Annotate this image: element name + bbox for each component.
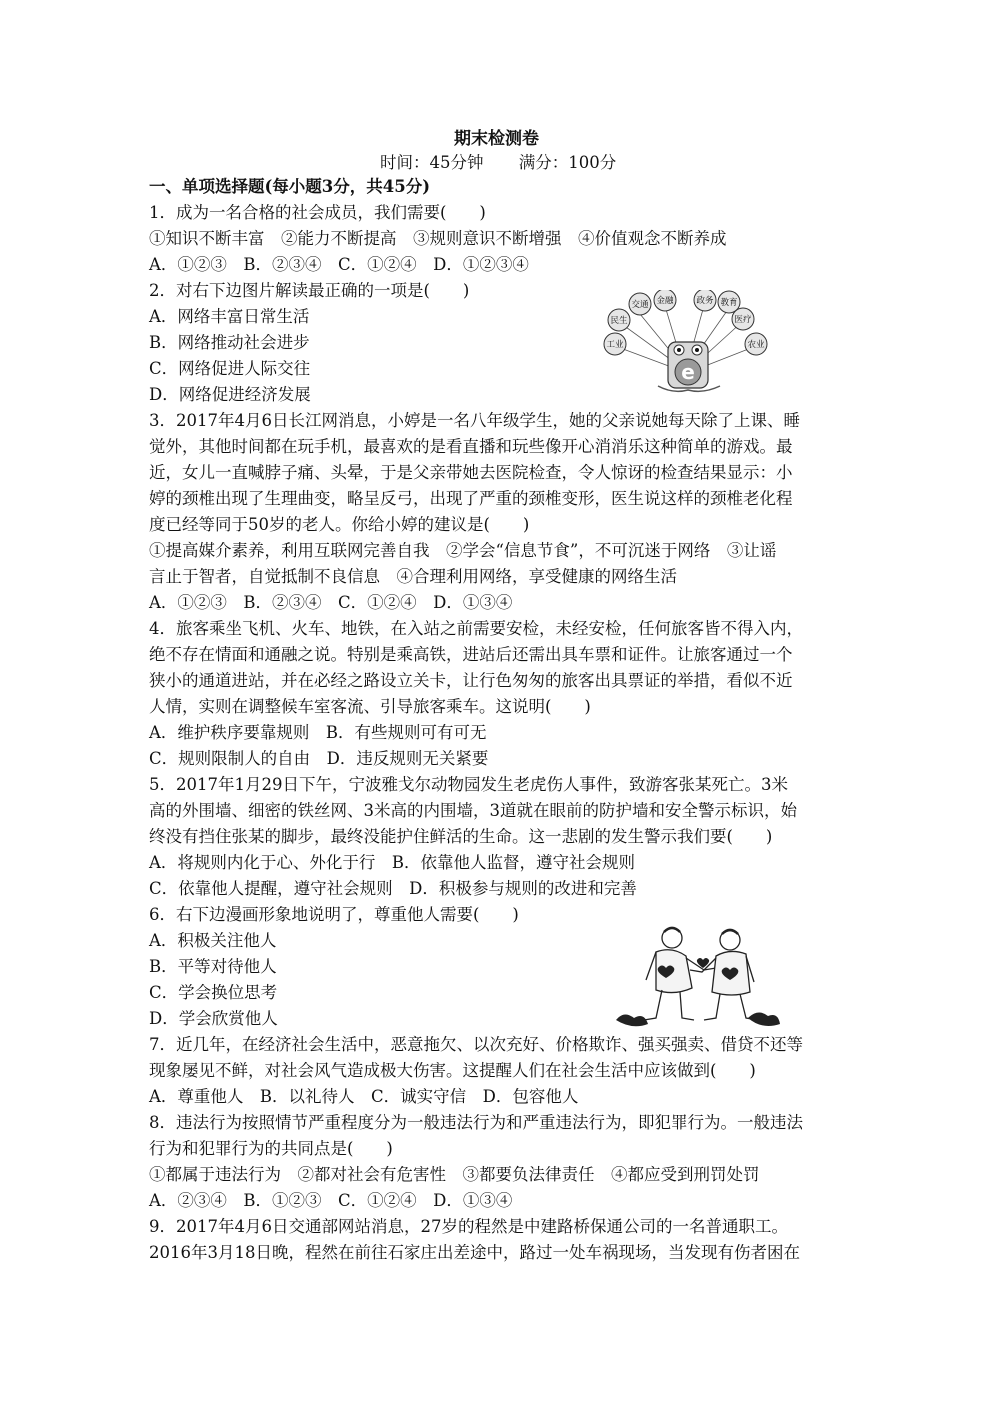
q3-options-2: 言止于智者，自觉抵制不良信息 ④合理利用网络，享受健康的网络生活	[149, 567, 677, 586]
q8-answers: A．②③④ B．①②③ C．①②④ D．①③④	[149, 1191, 513, 1210]
q7-line-2: 现象屡见不鲜，对社会风气造成极大伤害。这提醒人们在社会生活中应该做到( )	[149, 1061, 756, 1080]
q4-line-1: 4．旅客乘坐飞机、火车、地铁，在入站之前需要安检，未经安检，任何旅客皆不得入内，	[149, 619, 803, 638]
q4-choices-cd: C．规则限制人的自由 D．违反规则无关紧要	[149, 749, 489, 768]
internet-balloons-figure	[598, 290, 778, 396]
page-title: 期末检测卷	[454, 129, 539, 149]
balloon-label: 医疗	[734, 315, 752, 325]
q4-choices-ab: A．维护秩序要靠规则 B．有些规则可有可无	[149, 723, 487, 742]
balloon-label: 民生	[610, 316, 628, 326]
balloon-label: 政务	[696, 296, 714, 306]
q3-line-3: 近，女儿一直喊脖子痛、头晕，于是父亲带她去医院检查，令人惊讶的检查结果显示：小	[149, 463, 793, 482]
q8-options: ①都属于违法行为 ②都对社会有危害性 ③都要负法律责任 ④都应受到刑罚处罚	[149, 1165, 760, 1184]
q5-line-3: 终没有挡住张某的脚步，最终没能护住鲜活的生命。这一悲剧的发生警示我们要( )	[149, 827, 773, 846]
q2-choice-c: C．网络促进人际交往	[149, 359, 311, 378]
q3-line-2: 觉外，其他时间都在玩手机，最喜欢的是看直播和玩些像开心消消乐这种简单的游戏。最	[149, 437, 793, 456]
e-mascot	[658, 342, 720, 391]
q2-choice-a: A．网络丰富日常生活	[149, 307, 310, 326]
balloon-label: 交通	[631, 300, 649, 310]
q7-line-1: 7．近几年，在经济社会生活中，恶意拖欠、以次充好、价格欺诈、强买强卖、借贷不还等	[149, 1035, 803, 1054]
q2-choice-b: B．网络推动社会进步	[149, 333, 310, 352]
q5-choices-ab: A．将规则内化于心、外化于行 B．依靠他人监督，遵守社会规则	[149, 853, 636, 872]
full-score: 满分：100分	[518, 153, 617, 172]
exam-meta	[380, 149, 646, 173]
q4-line-3: 狭小的通道进站，并在必经之路设立关卡，让行色匆匆的旅客出具票证的举措，看似不近	[149, 671, 793, 690]
q3-line-1: 3．2017年4月6日长江网消息，小婷是一名八年级学生，她的父亲说她每天除了上课、睡	[149, 411, 800, 430]
q9-line-2: 2016年3月18日晚，程然在前往石家庄出差途中，路过一处车祸现场，当发现有伤者困在	[149, 1243, 800, 1262]
q3-answers: A．①②③ B．②③④ C．①②④ D．①③④	[149, 593, 513, 612]
q6-choice-c: C．学会换位思考	[149, 983, 278, 1002]
balloon-label: 工业	[606, 340, 624, 350]
q4-line-4: 人情，实则在调整候车室客流、引导旅客乘车。这说明( )	[149, 697, 591, 716]
q6-stem: 6．右下边漫画形象地说明了，尊重他人需要( )	[149, 905, 519, 924]
e-letter: e	[681, 360, 695, 384]
q4-line-2: 绝不存在情面和通融之说。特别是乘高铁，进站后还需出具车票和证件。让旅客通过一个	[149, 645, 793, 664]
q1-stem: 1．成为一名合格的社会成员，我们需要( )	[149, 203, 486, 222]
q8-line-2: 行为和犯罪行为的共同点是( )	[149, 1139, 393, 1158]
q6-choice-d: D．学会欣赏他人	[149, 1009, 278, 1028]
q3-line-5: 度已经等同于50岁的老人。你给小婷的建议是( )	[149, 515, 530, 534]
q7-answers: A．尊重他人 B．以礼待人 C．诚实守信 D．包容他人	[149, 1087, 579, 1106]
q5-line-2: 高的外围墙、细密的铁丝网、3米高的内围墙，3道就在眼前的防护墙和安全警示标识，始	[149, 801, 797, 820]
q5-choices-cd: C．依靠他人提醒，遵守社会规则 D．积极参与规则的改进和完善	[149, 879, 637, 898]
q5-line-1: 5．2017年1月29日下午，宁波雅戈尔动物园发生老虎伤人事件，致游客张某死亡。3米	[149, 775, 788, 794]
balloon-label: 金融	[656, 296, 674, 306]
respect-cartoon-figure	[612, 922, 784, 1028]
time-limit: 时间：45分钟	[380, 153, 484, 172]
q3-line-4: 婷的颈椎出现了生理曲变，略呈反弓，出现了严重的颈椎变形，医生说这样的颈椎老化程	[149, 489, 793, 508]
q3-options-1: ①提高媒介素养，利用互联网完善自我 ②学会“信息节食”，不可沉迷于网络 ③让谣	[149, 541, 777, 560]
balloon-label: 教育	[720, 298, 738, 308]
q9-line-1: 9．2017年4月6日交通部网站消息，27岁的程然是中建路桥保通公司的一名普通职工。	[149, 1217, 788, 1236]
balloon-label: 农业	[747, 340, 765, 350]
q6-choice-a: A．积极关注他人	[149, 931, 277, 950]
q1-options: ①知识不断丰富 ②能力不断提高 ③规则意识不断增强 ④价值观念不断养成	[149, 229, 727, 248]
q1-answers: A．①②③ B．②③④ C．①②④ D．①②③④	[149, 255, 529, 274]
q8-line-1: 8．违法行为按照情节严重程度分为一般违法行为和严重违法行为，即犯罪行为。一般违法	[149, 1113, 803, 1132]
q2-choice-d: D．网络促进经济发展	[149, 385, 311, 404]
ground-splashes	[616, 1012, 780, 1026]
section-heading: 一、单项选择题(每小题3分，共45分)	[149, 177, 431, 196]
q6-choice-b: B．平等对待他人	[149, 957, 277, 976]
q2-stem: 2．对右下边图片解读最正确的一项是( )	[149, 281, 470, 300]
